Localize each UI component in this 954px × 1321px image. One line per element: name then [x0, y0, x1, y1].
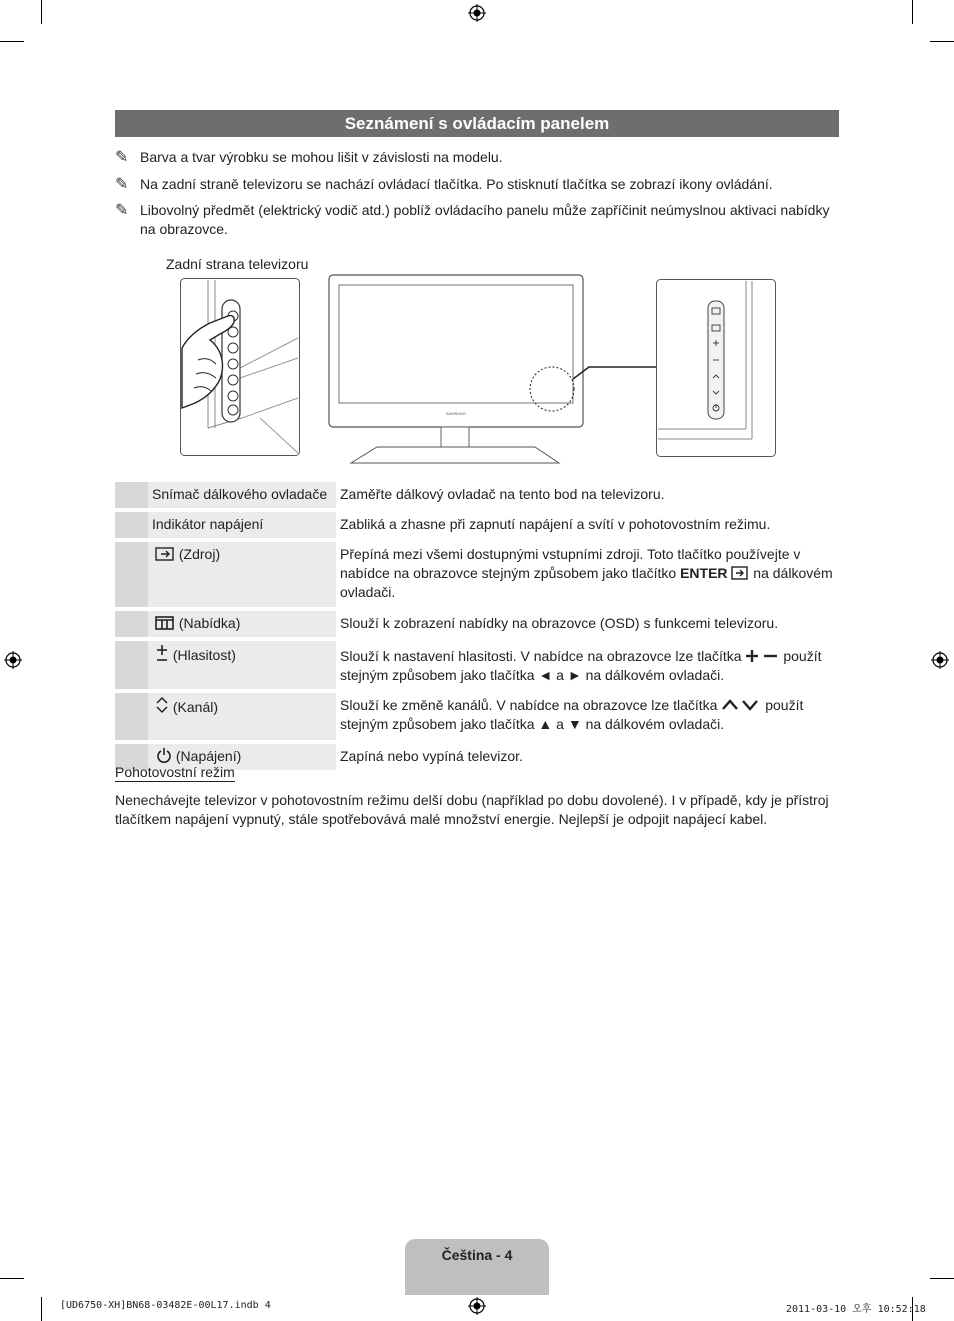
enter-icon — [731, 566, 749, 580]
control-label-cell — [148, 611, 336, 637]
note-pencil-icon: ✎ — [115, 149, 129, 166]
control-description: Zaměřte dálkový ovladač na tento bod na televizoru. — [336, 482, 839, 508]
crop-mark — [41, 0, 42, 24]
crop-mark — [912, 0, 913, 24]
registration-mark-icon — [468, 4, 486, 22]
control-label: (Kanál) — [172, 699, 219, 715]
table-row — [115, 611, 839, 637]
note-pencil-icon: ✎ — [115, 176, 129, 193]
control-panel-detail — [656, 279, 776, 457]
registration-mark-icon — [4, 651, 22, 669]
row-marker — [115, 482, 148, 508]
control-description-text: Slouží k nastavení hlasitosti. V nabídce na obrazovce lze tlačítka — [340, 648, 746, 664]
crop-mark — [930, 1278, 954, 1279]
standby-text: Nenechávejte televizor v pohotovostním režimu delší dobu (například po dobu dovolené). I v případě, kdy je přístroj tlačítkem napájení vypnutý, stále spotřebovává malé množství energie. Nejlepší je odpojit napájecí kabel. — [115, 792, 829, 827]
registration-mark-icon — [931, 651, 949, 669]
enter-key-label: ENTER — [680, 565, 728, 581]
control-description — [336, 641, 839, 689]
control-description: Slouží k zobrazení nabídky na obrazovce (OSD) s funkcemi televizoru. — [336, 611, 839, 637]
source-icon — [155, 547, 175, 561]
controls-table — [115, 478, 839, 774]
control-description-text: použít stejným způsobem jako tlačítka ◄ a ► na dálkovém ovladači. — [340, 648, 822, 683]
control-description: Zabliká a zhasne při zapnutí napájení a svítí v pohotovostním režimu. — [336, 512, 839, 538]
control-label: (Nabídka) — [178, 615, 241, 631]
menu-icon — [155, 616, 175, 630]
up-down-arrows-icon — [721, 698, 761, 712]
crop-mark — [0, 1278, 24, 1279]
table-row — [115, 482, 839, 508]
control-description: Zapíná nebo vypíná televizor. — [336, 744, 839, 770]
control-description — [336, 542, 839, 607]
note-3 — [115, 201, 835, 239]
section-title: Seznámení s ovládacím panelem — [115, 110, 839, 137]
crop-mark — [41, 1297, 42, 1321]
row-marker — [115, 693, 148, 740]
page-number-tab: Čeština - 4 — [405, 1239, 549, 1295]
control-label: (Hlasitost) — [172, 647, 236, 663]
note-pencil-icon: ✎ — [115, 202, 129, 219]
figure-caption: Zadní strana televizoru — [166, 256, 309, 272]
callout-line — [588, 366, 658, 370]
control-label-cell — [148, 693, 336, 740]
hand-pressing-buttons-illustration — [180, 278, 300, 456]
row-marker — [115, 542, 148, 607]
print-slug-right: 2011-03-10 오후 10:52:18 — [786, 1304, 926, 1315]
control-description-text: na dálkovém ovladači. — [340, 565, 833, 600]
control-description-text: Přepíná mezi všemi dostupnými vstupními zdroji. Toto tlačítko používejte v nabídce na obrazovce stejným způsobem jako tlačítko — [340, 546, 801, 581]
control-label: (Zdroj) — [178, 546, 221, 562]
note-1 — [115, 148, 835, 167]
plus-minus-icon — [745, 649, 779, 663]
table-row — [115, 542, 839, 607]
crop-mark — [930, 41, 954, 42]
note-text: Na zadní straně televizoru se nachází ovládací tlačítka. Po stisknutí tlačítka se zobrazí ikony ovládání. — [140, 176, 773, 192]
row-marker — [115, 641, 148, 689]
row-marker — [115, 512, 148, 538]
tv-front-illustration — [327, 273, 589, 465]
control-label-cell — [148, 542, 336, 607]
table-row — [115, 641, 839, 689]
tv-brand-label: SAMSUNG — [445, 411, 467, 416]
row-marker — [115, 611, 148, 637]
control-label: Snímač dálkového ovladače — [148, 482, 336, 508]
channel-icon — [155, 696, 169, 714]
control-description-text: použít stejným způsobem jako tlačítka ▲ a ▼ na dálkovém ovladači. — [340, 697, 804, 732]
power-icon — [156, 747, 172, 763]
control-label-cell — [148, 641, 336, 689]
volume-icon — [155, 644, 169, 662]
crop-mark — [0, 41, 24, 42]
control-label: Indikátor napájení — [148, 512, 336, 538]
table-row — [115, 512, 839, 538]
control-description — [336, 693, 839, 740]
note-2 — [115, 175, 835, 194]
table-row — [115, 693, 839, 740]
registration-mark-icon — [468, 1297, 486, 1315]
standby-heading: Pohotovostní režim — [115, 764, 235, 780]
note-text: Libovolný předmět (elektrický vodič atd.) poblíž ovládacího panelu může zapříčinit neúmyslnou aktivaci nabídky na obrazovce. — [140, 202, 830, 237]
control-label: (Napájení) — [175, 748, 242, 764]
print-slug-left: [UD6750-XH]BN68-03482E-00L17.indb 4 — [60, 1300, 271, 1311]
control-description-text: Slouží ke změně kanálů. V nabídce na obrazovce lze tlačítka — [340, 697, 722, 713]
note-text: Barva a tvar výrobku se mohou lišit v závislosti na modelu. — [140, 149, 503, 165]
